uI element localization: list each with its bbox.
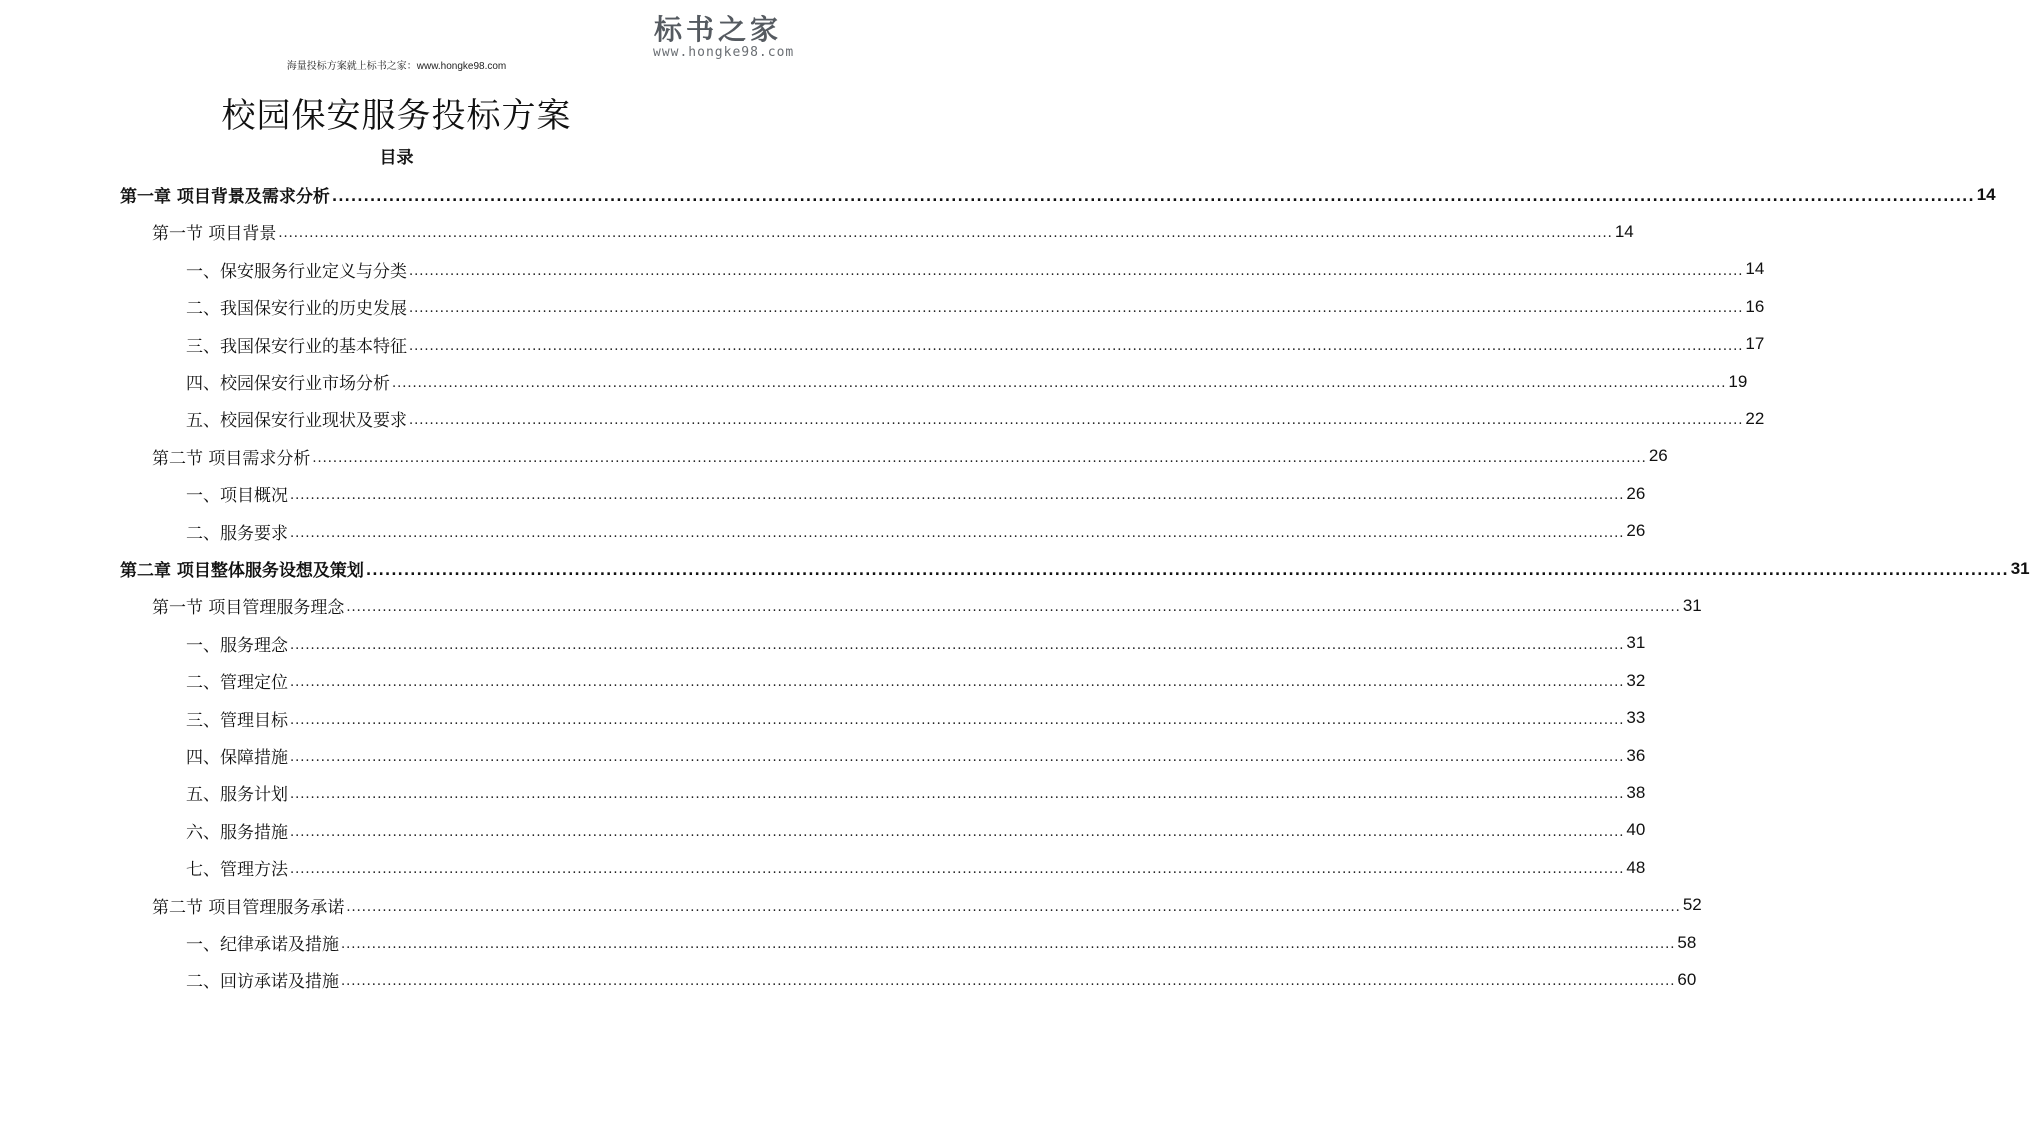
toc-entry-label: 三、我国保安行业的基本特征 — [186, 336, 407, 357]
toc-entry[interactable] — [186, 849, 1646, 886]
toc-entry-label: 一、服务理念 — [186, 635, 288, 656]
toc-entry-label: 五、校园保安行业现状及要求 — [186, 411, 407, 432]
toc-entry-page: 17 — [1745, 334, 1765, 354]
toc-entry[interactable] — [186, 251, 1765, 288]
toc-entry-page: 26 — [1648, 446, 1668, 466]
toc-entry-page: 26 — [1626, 521, 1646, 541]
toc-entry-label: 二、我国保安行业的历史发展 — [186, 299, 407, 320]
toc-entry[interactable] — [152, 213, 1634, 250]
toc-dot-leader: .................................................................................................................................................................................................................................................................... — [290, 675, 1625, 691]
toc-entry-label: 二、服务要求 — [186, 523, 288, 544]
toc-entry-label: 一、项目概况 — [186, 486, 288, 507]
document-title: 校园保安服务投标方案 — [221, 96, 572, 136]
toc-dot-leader: .................................................................................................................................................................................................................................................................... — [341, 974, 1676, 990]
toc-dot-leader: .................................................................................................................................................................................................................................................................... — [290, 862, 1625, 878]
toc-dot-leader: .................................................................................................................................................................................................................................................................... — [409, 413, 1744, 429]
toc-dot-leader: .................................................................................................................................................................................................................................................................... — [290, 488, 1625, 504]
toc-entry-label: 第二章 项目整体服务设想及策划 — [120, 561, 364, 581]
toc-entry[interactable] — [120, 550, 2030, 587]
toc-entry[interactable] — [120, 176, 1996, 213]
toc-entry-page: 26 — [1626, 483, 1646, 503]
toc-entry-page: 33 — [1626, 708, 1646, 728]
toc-entry[interactable] — [186, 326, 1765, 363]
toc-entry[interactable] — [186, 363, 1748, 400]
toc-entry-label: 第二节 项目管理服务承诺 — [152, 897, 345, 918]
toc-entry-label: 第一节 项目背景 — [152, 224, 277, 245]
toc-entry-page: 31 — [1682, 595, 1702, 615]
toc-entry[interactable] — [186, 513, 1646, 550]
toc-dot-leader: .................................................................................................................................................................................................................................................................... — [409, 338, 1744, 354]
toc-entry[interactable] — [152, 887, 1702, 924]
toc-entry-page: 32 — [1626, 670, 1646, 690]
toc-heading: 目录 — [379, 148, 414, 168]
header-note-url[interactable]: www.hongke98.com — [416, 61, 507, 72]
toc-entry-page: 48 — [1626, 857, 1646, 877]
toc-entry[interactable] — [186, 475, 1646, 512]
toc-entry-page: 60 — [1677, 969, 1697, 989]
toc-entry-page: 40 — [1626, 820, 1646, 840]
toc-entry-label: 二、回访承诺及措施 — [186, 972, 339, 993]
toc-dot-leader: .................................................................................................................................................................................................................................................................... — [409, 263, 1744, 279]
site-logo[interactable] — [653, 13, 795, 60]
toc-entry-page: 14 — [1614, 221, 1634, 241]
toc-entry-page: 19 — [1728, 371, 1748, 391]
toc-entry[interactable] — [186, 812, 1646, 849]
toc-dot-leader: .................................................................................................................................................................................................................................................................... — [290, 712, 1625, 728]
toc-entry-label: 四、保障措施 — [186, 748, 288, 768]
toc-entry-page: 16 — [1745, 296, 1765, 316]
toc-entry[interactable] — [186, 662, 1646, 699]
toc-dot-leader: .................................................................................................................................................................................................................................................................... — [290, 824, 1625, 840]
toc-dot-leader: .................................................................................................................................................................................................................................................................... — [290, 787, 1625, 803]
toc-entry-page: 58 — [1677, 932, 1697, 952]
toc-entry-label: 七、管理方法 — [186, 860, 288, 881]
toc-entry-page: 14 — [1976, 184, 1996, 204]
logo-name: 标书之家 — [653, 13, 782, 46]
toc-entry-page: 52 — [1682, 895, 1702, 915]
toc-entry[interactable] — [186, 774, 1646, 811]
toc-entry-label: 第一章 项目背景及需求分析 — [120, 187, 330, 207]
toc-entry[interactable] — [186, 625, 1646, 662]
toc-entry-page: 22 — [1745, 408, 1765, 428]
toc-dot-leader: .................................................................................................................................................................................................................................................................... — [341, 937, 1676, 952]
toc-entry-label: 五、服务计划 — [186, 785, 288, 806]
toc-entry-label: 第二节 项目需求分析 — [152, 448, 311, 469]
toc-dot-leader: .................................................................................................................................................................................................................................................................... — [278, 226, 1613, 242]
toc-entry[interactable] — [152, 587, 1702, 624]
toc-entry-page: 31 — [2010, 558, 2030, 578]
toc-entry-page: 38 — [1626, 782, 1646, 802]
toc-dot-leader: .................................................................................................................................................................................................................................................................... — [346, 600, 1681, 616]
toc-entry-label: 四、校园保安行业市场分析 — [186, 374, 390, 394]
toc-dot-leader: .................................................................................................................................................................................................................................................................... — [346, 899, 1681, 915]
toc-entry-label: 一、保安服务行业定义与分类 — [186, 261, 407, 282]
toc-entry-page: 31 — [1626, 633, 1646, 653]
logo-url: www.hongke98.com — [653, 45, 795, 60]
toc-entry-label: 第一节 项目管理服务理念 — [152, 598, 345, 619]
toc-entry[interactable] — [186, 700, 1646, 737]
toc-entry[interactable] — [186, 961, 1697, 998]
toc-dot-leader: .................................................................................................................................................................................................................................................................... — [409, 301, 1744, 317]
toc-entry-label: 一、纪律承诺及措施 — [186, 935, 339, 955]
toc-entry-label: 三、管理目标 — [186, 710, 288, 731]
header-note-text: 海量投标方案就上标书之家： — [286, 61, 417, 72]
toc-entry[interactable] — [152, 438, 1668, 475]
toc-dot-leader: .................................................................................................................................................................................................................................................................... — [290, 750, 1625, 765]
toc-entry-label: 六、服务措施 — [186, 822, 288, 843]
toc-dot-leader: .................................................................................................................................................................................................................................................................... — [392, 376, 1727, 391]
toc-dot-leader: .................................................................................................................................................................................................................................................................... — [290, 525, 1625, 541]
toc-entry-label: 二、管理定位 — [186, 673, 288, 694]
toc-entry[interactable] — [186, 288, 1765, 325]
toc-dot-leader: .................................................................................................................................................................................................................................................................... — [312, 450, 1647, 466]
toc-dot-leader: .................................................................................................................................................................................................................................................................... — [331, 188, 1975, 205]
toc-entry[interactable] — [186, 737, 1646, 774]
toc-entry-page: 14 — [1745, 259, 1765, 279]
toc-entry[interactable] — [186, 924, 1697, 961]
toc-dot-leader: .................................................................................................................................................................................................................................................................... — [365, 562, 2009, 579]
toc-dot-leader: .................................................................................................................................................................................................................................................................... — [290, 637, 1625, 653]
toc-entry-page: 36 — [1626, 745, 1646, 765]
toc-entry[interactable] — [186, 400, 1765, 437]
